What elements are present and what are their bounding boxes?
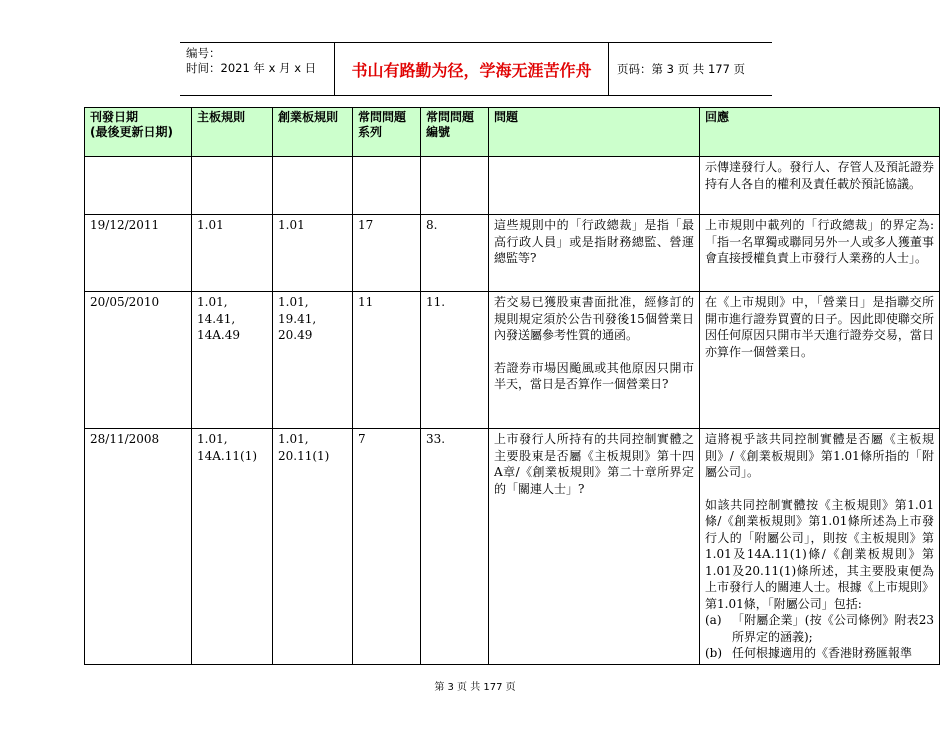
cell-answer: 在《上市規則》中，「營業日」是指聯交所開市進行證券買賣的日子。因此即使聯交所因任何原因只開市半天進行證券交易，當日亦算作一個營業日。 xyxy=(700,292,940,429)
header-date-text: 刊發日期 (最後更新日期) xyxy=(90,110,173,139)
list-item-label: (b) xyxy=(705,646,723,660)
cell-series: 17 xyxy=(353,215,421,292)
header-series xyxy=(353,108,421,157)
page-footer: 第 3 页 共 177 页 xyxy=(434,682,516,693)
cell-main: 1.01 xyxy=(192,215,273,292)
cell-series: 7 xyxy=(353,429,421,665)
answer-paragraph-2: 如該共同控制實體按《主板規則》第1.01條/《創業板規則》第1.01條所述為上市發行人的「附屬公司」，則按《主板規則》第1.01及14A.11(1)條/《創業板規則》第1.01及20.11(1)條所述，其主要股東便為上市發行人的關連人士。根據《上市規則》第1.01條，「附屬公司」包括: xyxy=(705,497,934,611)
question-paragraph-1: 若交易已獲股東書面批准，經修訂的規則規定須於公告刊發後15個營業日內發送屬參考性質的通函。 xyxy=(494,295,694,342)
faq-table xyxy=(84,107,940,665)
cell-date xyxy=(85,157,192,215)
table-row xyxy=(85,429,940,665)
header-motto: 书山有路勤为径，学海无涯苦作舟 xyxy=(334,43,609,95)
number-label: 编号： xyxy=(186,46,221,60)
table-row xyxy=(85,292,940,429)
cell-date: 19/12/2011 xyxy=(85,215,192,292)
header-main-board: 主板規則 xyxy=(192,108,273,157)
list-item-text: 任何根據適用的《香港財務匯報準 xyxy=(732,646,913,660)
table-header-row xyxy=(85,108,940,157)
cell-number: 11. xyxy=(421,292,489,429)
cell-date: 28/11/2008 xyxy=(85,429,192,665)
cell-gem xyxy=(273,157,353,215)
header-question: 問題 xyxy=(489,108,700,157)
cell-main: 1.01, 14.41, 14A.49 xyxy=(192,292,273,429)
list-item xyxy=(705,645,934,662)
cell-question xyxy=(489,157,700,215)
paragraph-gap xyxy=(494,344,694,360)
cell-question xyxy=(489,292,700,429)
header-number-text: 常問問題 編號 xyxy=(426,110,475,139)
cell-answer: 示傳達發行人。發行人、存管人及預託證券持有人各自的權利及責任載於預託協議。 xyxy=(700,157,940,215)
cell-date: 20/05/2010 xyxy=(85,292,192,429)
question-paragraph-2: 若證券市場因颱風或其他原因只開市半天，當日是否算作一個營業日? xyxy=(494,360,694,391)
cell-answer: 上市規則中載列的「行政總裁」的界定為:「指一名單獨或聯同另外一人或多人獲董事會直接授權負責上市發行人業務的人士」。 xyxy=(700,215,940,292)
cell-answer xyxy=(700,429,940,665)
list-item xyxy=(705,612,934,645)
header-answer: 回應 xyxy=(700,108,940,157)
cell-number: 33. xyxy=(421,429,489,665)
header-gem: 創業板規則 xyxy=(273,108,353,157)
time-label: 时间：2021 年 x 月 x 日 xyxy=(186,61,317,75)
header-date xyxy=(85,108,192,157)
table-row xyxy=(85,157,940,215)
cell-number xyxy=(421,157,489,215)
cell-main: 1.01, 14A.11(1) xyxy=(192,429,273,665)
answer-paragraph-1: 這將視乎該共同控制實體是否屬《主板規則》/《創業板規則》第1.01條所指的「附屬公司」。 xyxy=(705,432,934,479)
cell-gem: 1.01, 19.41, 20.49 xyxy=(273,292,353,429)
list-item-text: 「附屬企業」(按《公司條例》附表23所界定的涵義); xyxy=(732,613,934,644)
list-item-label: (a) xyxy=(705,613,722,627)
table-row xyxy=(85,215,940,292)
document-header xyxy=(180,42,772,96)
header-meta xyxy=(180,43,334,95)
cell-series xyxy=(353,157,421,215)
cell-gem: 1.01 xyxy=(273,215,353,292)
header-series-text: 常問問題 系列 xyxy=(358,110,407,139)
paragraph-gap xyxy=(705,481,934,497)
cell-series: 11 xyxy=(353,292,421,429)
header-page-info: 页码：第 3 页 共 177 页 xyxy=(617,62,746,76)
cell-number: 8. xyxy=(421,215,489,292)
cell-question: 這些規則中的「行政總裁」是指「最高行政人員」或是指財務總監、營運總監等? xyxy=(489,215,700,292)
header-number xyxy=(421,108,489,157)
cell-main xyxy=(192,157,273,215)
cell-question: 上市發行人所持有的共同控制實體之主要股東是否屬《主板規則》第十四A章/《創業板規則》第二十章所界定的「關連人士」? xyxy=(489,429,700,665)
cell-gem: 1.01, 20.11(1) xyxy=(273,429,353,665)
